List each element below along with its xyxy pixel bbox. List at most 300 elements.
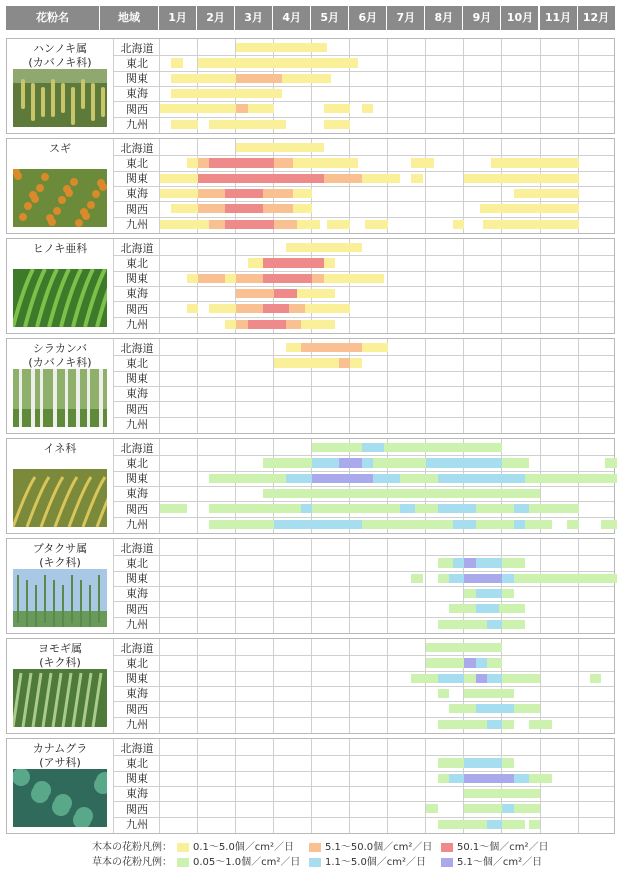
pollen-bar [514,520,525,529]
grid-line [113,586,614,587]
pollen-bar [483,220,578,229]
pollen-bar [502,804,513,813]
plant-name-line: イネ科 [43,442,77,455]
region-label: 東北 [126,156,148,170]
header-month-3: 3月 [235,6,273,30]
pollen-bar [426,804,437,813]
pollen-bar [388,174,399,183]
pollen-bar [198,174,324,183]
region-label: 九州 [126,418,148,431]
plant-block [6,138,615,234]
pollen-bar [411,674,438,683]
region-label: 関西 [126,802,148,816]
pollen-bar [209,304,236,313]
legend-tree-swatch-3 [441,843,453,852]
grid-line [113,71,614,72]
region-label: 関東 [126,272,148,286]
pollen-bar [476,589,503,598]
pollen-bar [502,720,513,729]
pollen-bar [225,220,274,229]
grid-line [113,517,614,518]
legend-grass-swatch-1 [177,858,189,867]
region-label: 関東 [126,572,148,586]
pollen-bar [464,658,475,667]
plant-photo [13,569,107,627]
pollen-bar [411,574,422,583]
pollen-bar [236,43,327,52]
pollen-bar [411,158,434,167]
plant-block [6,238,615,334]
pollen-bar [198,158,209,167]
region-label: 関西 [126,302,148,316]
pollen-bar [324,174,362,183]
region-label: 関東 [126,172,148,186]
pollen-bar [362,104,373,113]
pollen-bar [225,274,236,283]
pollen-bar [438,558,453,567]
grid-line [113,417,614,418]
pollen-bar [198,274,225,283]
pollen-bar [487,674,502,683]
pollen-bar [263,204,293,213]
region-label: 関東 [126,72,148,86]
pollen-bar [286,320,301,329]
pollen-bar [529,774,552,783]
pollen-bar [373,458,426,467]
region-label: 九州 [126,218,148,231]
header-month-5: 5月 [311,6,349,30]
plant-photo [13,369,107,427]
pollen-bar [263,274,312,283]
pollen-bar [301,504,312,513]
pollen-bar [438,674,465,683]
region-label: 東北 [126,456,148,470]
region-label: 東北 [126,756,148,770]
pollen-bar [248,258,263,267]
pollen-bar [487,620,502,629]
plant-name-line: (キク科) [39,656,81,669]
region-label: 関東 [126,372,148,386]
pollen-bar [312,504,400,513]
pollen-bar [464,789,540,798]
legend-tree-text-2: 5.1～50.0個／cm²／日 [325,842,433,853]
pollen-bar [160,104,236,113]
pollen-bar [198,189,225,198]
pollen-bar [438,820,487,829]
legend-grass-swatch-2 [309,858,321,867]
pollen-bar [502,758,513,767]
pollen-bar [187,274,198,283]
pollen-bar [312,274,323,283]
pollen-bar [438,574,449,583]
pollen-bar [567,520,578,529]
pollen-bar [225,320,236,329]
region-label: 東北 [126,256,148,270]
region-label: 関西 [126,202,148,216]
grid-line [113,155,614,156]
pollen-bar [438,504,476,513]
legend [0,838,623,872]
pollen-bar [209,120,285,129]
region-label: 関西 [126,502,148,516]
pollen-bar [365,220,388,229]
plant-name [7,439,113,456]
region-label: 東海 [126,587,148,601]
header-month-6: 6月 [349,6,387,30]
region-label: 関西 [126,102,148,116]
pollen-bar [171,89,281,98]
pollen-bar [297,289,335,298]
pollen-bar [449,604,476,613]
pollen-bar [464,558,475,567]
region-label: 北海道 [120,241,154,255]
region-label: 九州 [126,718,148,731]
region-label: 東海 [126,787,148,801]
region-label: 九州 [126,618,148,631]
pollen-bar [438,720,487,729]
pollen-bar [525,520,552,529]
grid-line [113,201,614,202]
pollen-bar [225,189,263,198]
pollen-bar [236,104,247,113]
header-month-4: 4月 [273,6,311,30]
plant-photo [13,769,107,827]
pollen-bar [263,489,541,498]
pollen-bar [464,674,475,683]
grid-line [113,255,614,256]
pollen-bar [289,304,304,313]
pollen-bar [502,589,513,598]
region-label: 東海 [126,687,148,701]
plant-block [6,438,615,534]
pollen-bar [324,274,385,283]
plant-block [6,38,615,134]
pollen-bar [160,174,198,183]
pollen-bar [350,358,361,367]
region-label: 東北 [126,556,148,570]
pollen-bar [274,220,297,229]
region-label: 関西 [126,602,148,616]
region-label: 九州 [126,318,148,331]
pollen-bar [248,320,286,329]
plant-name [7,739,113,770]
header-region: 地域 [100,6,159,30]
pollen-bar [400,474,438,483]
grid-line [113,755,614,756]
pollen-bar [438,774,449,783]
pollen-bar [438,758,465,767]
pollen-bar [324,258,335,267]
header-month-8: 8月 [425,6,463,30]
plant-photo [13,269,107,327]
plant-name-line: カナムグラ [32,742,88,755]
pollen-bar [464,804,502,813]
plant-name-line: (キク科) [39,556,81,569]
pollen-bar [236,289,274,298]
pollen-bar [453,520,476,529]
grid-line [113,555,614,556]
grid-line [113,217,614,218]
pollen-bar [499,604,526,613]
region-label: 北海道 [120,141,154,155]
region-label: 関西 [126,402,148,416]
pollen-bar [160,504,187,513]
pollen-bar [502,574,513,583]
plant-name [7,339,113,370]
pollen-bar [327,220,350,229]
plant-name-line: (カバノキ科) [28,356,92,369]
region-label: 関東 [126,772,148,786]
region-label: 東北 [126,356,148,370]
legend-tree-text-1: 0.1～5.0個／cm²／日 [193,842,295,853]
pollen-bar [324,104,351,113]
pollen-bar [411,174,422,183]
pollen-bar [209,504,300,513]
pollen-bar [339,358,350,367]
pollen-bar [324,120,351,129]
pollen-bar [438,620,487,629]
grid-line [113,501,614,502]
pollen-bar [274,358,339,367]
plant-name-line: スギ [49,142,71,155]
pollen-bar [274,158,293,167]
plant-block [6,638,615,734]
pollen-bar [487,820,502,829]
pollen-bar [274,289,297,298]
legend-grass-text-1: 0.05～1.0個／cm²／日 [193,857,301,868]
pollen-bar [286,243,362,252]
pollen-bar [209,220,224,229]
plant-block [6,538,615,634]
pollen-bar [476,520,514,529]
region-label: 東海 [126,487,148,501]
pollen-bar [171,204,198,213]
pollen-bar [525,474,616,483]
pollen-bar [529,720,552,729]
pollen-bar [476,604,499,613]
region-label: 東海 [126,287,148,301]
plant-name-line: ハンノキ属 [32,42,88,55]
grid-line [113,817,614,818]
pollen-bar [502,674,540,683]
legend-tree-swatch-2 [309,843,321,852]
plant-photo [13,69,107,127]
pollen-bar [438,689,449,698]
pollen-bar [160,189,198,198]
pollen-bar [514,804,541,813]
pollen-bar [464,174,578,183]
region-label: 東北 [126,56,148,70]
pollen-bar [248,104,275,113]
grid-line [113,686,614,687]
header-month-11: 11月 [540,6,578,30]
plant-name [7,239,113,256]
plant-name-line: シラカンバ [32,342,88,355]
header-month-9: 9月 [463,6,501,30]
region-label: 北海道 [120,441,154,455]
plant-photo [13,169,107,227]
legend-grass-swatch-3 [441,858,453,867]
pollen-bar [464,689,513,698]
grid-line [113,371,614,372]
pollen-bar [198,204,225,213]
header-month-12: 12月 [578,6,616,30]
grid-line [113,386,614,387]
header-month-7: 7月 [387,6,425,30]
plant-name [7,39,113,70]
pollen-bar [236,304,263,313]
pollen-bar [198,58,358,67]
grid-line [113,355,614,356]
grid-line [113,117,614,118]
pollen-bar [312,458,339,467]
header-name: 花粉名 [6,6,100,30]
pollen-bar [312,474,373,483]
pollen-bar [236,143,324,152]
region-label: 北海道 [120,541,154,555]
pollen-bar [464,758,502,767]
grid-line [113,171,614,172]
legend-tree-swatch-1 [177,843,189,852]
region-label: 北海道 [120,341,154,355]
pollen-bar [339,458,362,467]
pollen-bar [449,704,476,713]
pollen-bar [301,343,362,352]
pollen-bar [502,620,525,629]
pollen-bar [491,158,579,167]
pollen-bar [514,574,617,583]
pollen-bar [464,574,502,583]
table-header [6,6,615,30]
region-label: 北海道 [120,641,154,655]
pollen-bar [464,589,475,598]
region-label: 北海道 [120,741,154,755]
grid-line [113,717,614,718]
grid-line [113,301,614,302]
legend-tree-text-3: 50.1～個／cm²／日 [457,842,549,853]
pollen-bar [426,458,502,467]
pollen-bar [476,658,487,667]
plant-block [6,738,615,834]
pollen-bar [187,304,198,313]
pollen-bar [160,220,209,229]
plant-photo [13,469,107,527]
pollen-bar [502,458,529,467]
pollen-bar [605,458,616,467]
pollen-bar [282,74,331,83]
pollen-bar [362,520,453,529]
pollen-bar [438,474,526,483]
pollen-bar [209,520,274,529]
pollen-bar [236,74,282,83]
legend-tree-label: 木本の花粉凡例： [92,842,172,853]
plant-block [6,338,615,434]
pollen-bar [171,120,198,129]
grid-line [113,701,614,702]
pollen-bar [171,74,236,83]
pollen-bar [373,474,400,483]
pollen-bar [502,820,525,829]
pollen-bar [426,643,502,652]
grid-line [113,101,614,102]
pollen-bar [476,704,514,713]
pollen-bar [286,474,313,483]
pollen-bar [171,58,182,67]
pollen-bar [453,558,464,567]
plant-name-line: ヨモギ属 [38,642,82,655]
pollen-bar [502,558,525,567]
pollen-bar [453,220,464,229]
grid-line [113,401,614,402]
region-label: 関西 [126,702,148,716]
pollen-bar [293,158,358,167]
pollen-bar [263,189,293,198]
pollen-bar [362,458,373,467]
header-month-1: 1月 [159,6,197,30]
grid-line [113,471,614,472]
pollen-bar [601,520,616,529]
plant-name [7,639,113,670]
pollen-bar [514,704,541,713]
grid-line [113,571,614,572]
region-label: 関東 [126,472,148,486]
region-label: 九州 [126,818,148,831]
plant-name-line: ヒノキ亜科 [32,242,88,255]
pollen-bar [225,204,263,213]
region-label: 東北 [126,656,148,670]
pollen-bar [263,258,324,267]
pollen-bar [312,443,361,452]
pollen-bar [286,343,301,352]
plant-name-line: (カバノキ科) [28,56,92,69]
pollen-bar [400,504,415,513]
grid-line [113,771,614,772]
grid-line [113,786,614,787]
grid-line [113,86,614,87]
legend-grass-label: 草本の花粉凡例： [92,857,172,868]
pollen-bar [293,189,312,198]
pollen-bar [297,220,320,229]
plant-name-line: ブタクサ属 [32,542,88,555]
plant-photo [13,669,107,727]
grid-line [113,317,614,318]
grid-line [113,186,614,187]
header-month-2: 2月 [197,6,235,30]
region-label: 九州 [126,118,148,131]
region-label: 関東 [126,672,148,686]
grid-line [113,617,614,618]
region-label: 九州 [126,518,148,531]
grid-line [113,286,614,287]
pollen-bar [236,274,263,283]
plant-name [7,539,113,570]
region-label: 東海 [126,187,148,201]
grid-line [113,655,614,656]
pollen-bar [263,304,290,313]
plant-name [7,139,113,156]
pollen-bar [362,443,385,452]
pollen-bar [293,204,312,213]
grid-line [113,671,614,672]
region-label: 東海 [126,87,148,101]
pollen-bar [236,320,247,329]
pollen-bar [362,343,389,352]
pollen-bar [529,820,540,829]
plant-name-line: (アサ科) [39,756,81,769]
pollen-bar [426,658,464,667]
pollen-bar [362,174,389,183]
pollen-bar [590,674,601,683]
